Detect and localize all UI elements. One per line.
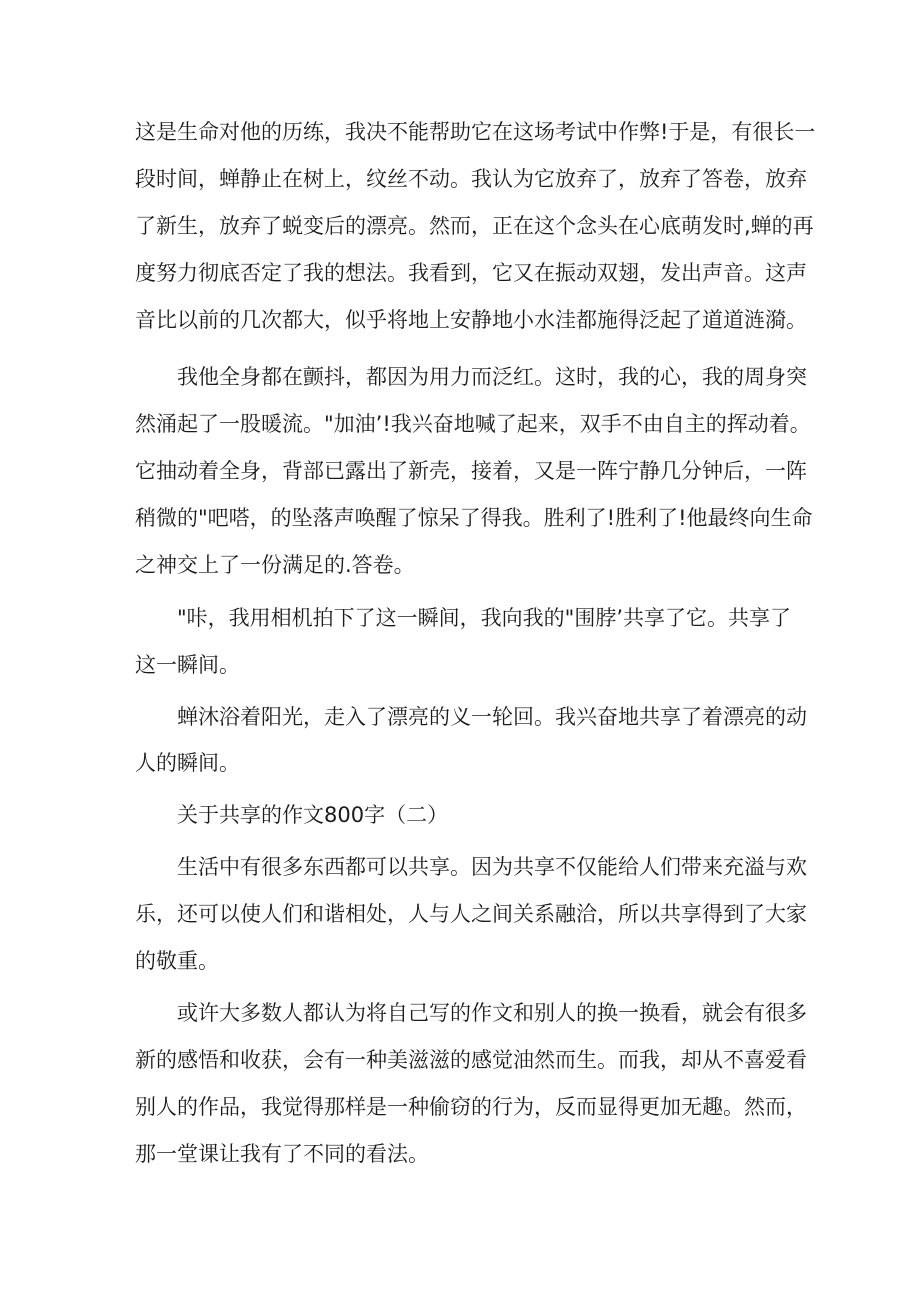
text-line: 音比以前的几次都大，似乎将地上安静地小水洼都施得泛起了道道涟漪。	[135, 308, 807, 332]
section-heading: 关于共享的作文800字（二）	[177, 803, 449, 827]
text-line: 之神交上了一份满足的.答卷。	[135, 553, 415, 577]
text-line: 它抽动着全身，背部已露出了新壳，接着，又是一阵宁静几分钟后，一阵	[135, 459, 807, 483]
text-line: 新的感悟和收获，会有一种美滋滋的感觉油然而生。而我，却从不喜爱看	[135, 1048, 807, 1072]
text-line: 这一瞬间。	[135, 653, 240, 677]
text-line: 我他全身都在颤抖，都因为用力而泛红。这时，我的心，我的周身突	[177, 365, 807, 389]
text-line: 然涌起了一股暖流。"加油’!我兴奋地喊了起来，双手不由自主的挥动着。	[135, 412, 811, 436]
text-line: 稍微的"吧嗒，的坠落声唤醒了惊呆了得我。胜利了!胜利了!他最终向生命	[135, 506, 813, 530]
text-line: 乐，还可以使人们和谐相处，人与人之间关系融洽，所以共享得到了大家	[135, 902, 807, 926]
text-line: 这是生命对他的历练，我决不能帮助它在这场考试中作弊!于是，有很长一	[135, 120, 816, 144]
text-line: 度努力彻底否定了我的想法。我看到，它又在振动双翅，发出声音。这声	[135, 261, 807, 285]
text-line: 蝉沐浴着阳光，走入了漂亮的义一轮回。我兴奋地共享了着漂亮的动	[177, 705, 807, 729]
text-line: 生活中有很多东西都可以共享。因为共享不仅能给人们带来充溢与欢	[177, 855, 807, 879]
text-line: 或许大多数人都认为将自己写的作文和别人的换一换看，就会有很多	[177, 1001, 807, 1025]
text-line: 人的瞬间。	[135, 751, 240, 775]
text-line: 了新生，放弃了蜕变后的漂亮。然而，正在这个念头在心底萌发时,蝉的再	[135, 214, 814, 238]
text-line: 那一堂课让我有了不同的看法。	[135, 1142, 429, 1166]
text-line: 的敬重。	[135, 949, 219, 973]
text-line: "咔，我用相机拍下了这一瞬间，我向我的"围脖’共享了它。共享了	[177, 606, 791, 630]
text-line: 别人的作品，我觉得那样是一种偷窃的行为，反而显得更加无趣。然而，	[135, 1095, 807, 1119]
text-line: 段时间，蝉静止在树上，纹丝不动。我认为它放弃了，放弃了答卷，放弃	[135, 167, 807, 191]
